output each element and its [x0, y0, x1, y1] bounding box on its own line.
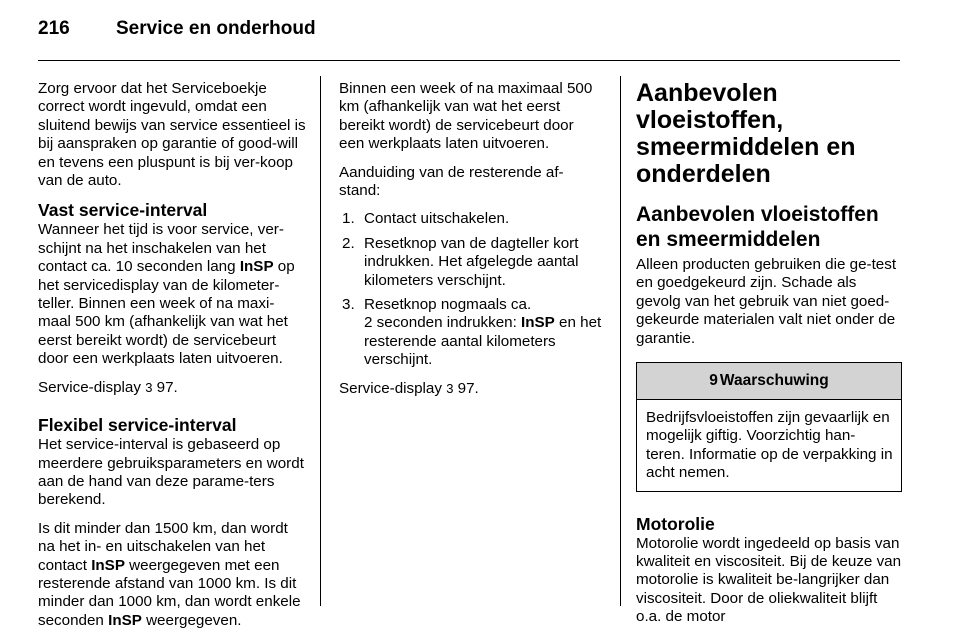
list-item	[339, 210, 603, 228]
engine-oil-paragraph: Motorolie wordt ingedeeld op basis van kwaliteit en viscositeit. Bij de keuze van motorolie is kwaliteit be-langrijker dan viscositeit. Door de oliekwaliteit blijft o.a. de motor	[636, 534, 902, 626]
insp-label: InSP	[108, 611, 142, 629]
intro-paragraph: Zorg ervoor dat het Serviceboekje correct wordt ingevuld, omdat een sluitend bewijs van service essentieel is bij aanspraken op garantie of good-will en tevens een pluspunt is bij ver-koop van de auto.	[38, 80, 306, 190]
header-rule	[38, 60, 900, 61]
text-run: weergegeven met een resterende afstand van 1000 km. Is dit minder dan 1000 km, dan wordt enkele seconden	[38, 556, 301, 629]
warning-body: Bedrijfsvloeistoffen zijn gevaarlijk en mogelijk giftig. Voorzichtig han-teren. Informatie op de verpakking in acht nemen.	[646, 409, 893, 482]
fixed-interval-paragraph	[38, 221, 306, 368]
reference-page: 97.	[152, 378, 178, 396]
reference-label: Service-display	[38, 378, 146, 396]
list-item	[339, 235, 603, 290]
warning-box	[636, 362, 902, 492]
warning-header	[637, 363, 901, 400]
steps-list	[339, 210, 603, 369]
page-header	[38, 18, 920, 58]
subsection-title: Aanbevolen vloeistoffen en smeermiddelen	[636, 203, 879, 251]
step-text: Contact uitschakelen.	[364, 210, 510, 228]
text-run: weergegeven.	[141, 611, 242, 629]
heading-fixed-interval: Vast service-interval	[38, 200, 208, 221]
page-reference-icon: 3	[145, 379, 153, 395]
reference-label: Service-display	[339, 379, 447, 397]
column-middle	[339, 80, 603, 408]
approved-products-paragraph: Alleen producten gebruiken die ge-test en goedgekeurd zijn. Schade als gevolg van het gebruik van niet goed-gekeurde materialen valt niet onder de garantie.	[636, 256, 897, 347]
flexible-interval-paragraph-1: Het service-interval is gebaseerd op meerdere gebruiksparameters en wordt aan de hand van deze parame-ters berekend.	[38, 436, 304, 509]
warning-title: Waarschuwing	[719, 371, 829, 389]
insp-label: InSP	[521, 314, 555, 332]
column-right	[636, 80, 902, 637]
page-reference-icon: 3	[446, 380, 454, 396]
text-run: op het servicedisplay van de kilometer-teller. Binnen een week of na maxi-maal 500 km (afhankelijk van wat het eerst bereikt wordt) de servicebeurt door een werkplaats laten uitvoeren.	[38, 258, 295, 368]
step-text: Resetknop van de dagteller kort indrukken. Het afgelegde aantal kilometers verschijnt.	[364, 234, 579, 289]
section-title: Aanbevolen vloeistoffen, smeermiddelen en onderdelen	[636, 79, 856, 188]
page-number: 216	[38, 18, 70, 39]
service-paragraph: Binnen een week of na maximaal 500 km (afhankelijk van wat het eerst bereikt wordt) de servicebeurt door een werkplaats laten uitvoeren.	[339, 80, 593, 153]
flexible-interval-paragraph-2	[38, 520, 306, 630]
page-title: Service en onderhoud	[116, 18, 316, 39]
heading-flexible-interval: Flexibel service-interval	[38, 415, 237, 436]
remaining-distance-intro: Aanduiding van de resterende af-stand:	[339, 163, 564, 200]
column-left	[38, 80, 306, 640]
list-item	[339, 296, 603, 370]
step-text: 2 seconden indrukken:	[364, 314, 522, 332]
text-run: Is dit minder dan 1500 km, dan wordt na het in- en uitschakelen van het contact	[38, 519, 288, 574]
step-number: 1.	[342, 210, 355, 228]
reference-page: 97.	[453, 379, 479, 397]
column-divider	[620, 76, 621, 606]
warning-icon: 9	[709, 371, 718, 389]
column-divider	[320, 76, 321, 606]
step-number: 3.	[342, 296, 355, 314]
heading-engine-oil: Motorolie	[636, 513, 715, 534]
step-text: en het resterende aantal kilometers verschijnt.	[364, 314, 602, 369]
service-display-reference[interactable]	[38, 379, 306, 397]
step-text: Resetknop nogmaals ca.	[364, 296, 532, 314]
text-run: Wanneer het tijd is voor service, ver-schijnt na het inschakelen van het contact ca. 10 seconden lang	[38, 221, 284, 276]
step-number: 2.	[342, 234, 355, 252]
insp-label: InSP	[91, 556, 125, 574]
insp-label: InSP	[239, 258, 274, 276]
service-display-reference[interactable]	[339, 380, 603, 398]
